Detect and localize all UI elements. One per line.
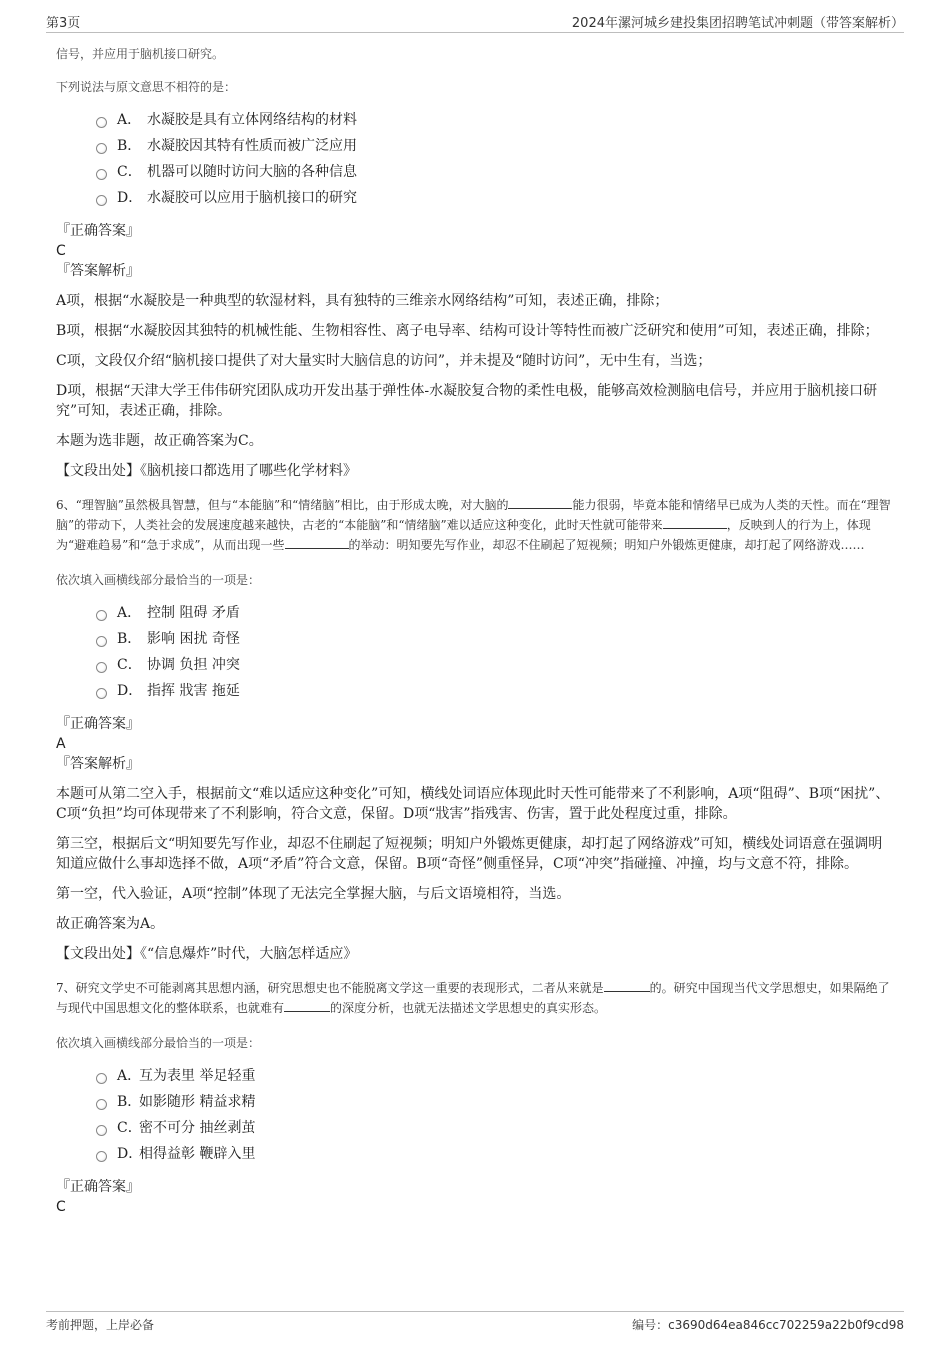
blank-line xyxy=(663,515,727,529)
blank-line xyxy=(285,535,349,549)
blank-line xyxy=(604,978,650,992)
radio-icon[interactable] xyxy=(96,1125,107,1136)
radio-icon[interactable] xyxy=(96,195,107,206)
radio-icon[interactable] xyxy=(96,636,107,647)
radio-icon[interactable] xyxy=(96,1151,107,1162)
q6-analysis-3: 第一空，代入验证，A项“控制”体现了无法完全掌握大脑，与后文语境相符，当选。 xyxy=(56,886,571,902)
q5-analysis-a: A项，根据“水凝胶是一种典型的软湿材料，具有独特的三维亲水网络结构”可知，表述正确，排除； xyxy=(56,293,669,309)
page-footer xyxy=(46,1311,904,1336)
q5-answer-label: 『正确答案』 xyxy=(56,223,140,239)
q7-option-d[interactable]: D． 相得益彰 鞭辟入里 xyxy=(96,1141,896,1167)
q6-option-c[interactable]: C． 协调 负担 冲突 xyxy=(96,652,896,678)
radio-icon[interactable] xyxy=(96,117,107,128)
q5-option-c[interactable]: C． 机器可以随时访问大脑的各种信息 xyxy=(96,159,896,185)
q6-analysis-label: 『答案解析』 xyxy=(56,756,140,772)
q7-answer: C xyxy=(56,1199,66,1215)
page-number: 第3页 xyxy=(46,16,81,31)
q7-option-a[interactable]: A． 互为表里 举足轻重 xyxy=(96,1063,896,1089)
q6-option-b[interactable]: B． 影响 困扰 奇怪 xyxy=(96,626,896,652)
q7-prompt: 依次填入画横线部分最恰当的一项是： xyxy=(56,1036,261,1050)
q5-passage-tail: 信号，并应用于脑机接口研究。 xyxy=(56,47,225,61)
document-body xyxy=(56,44,896,1217)
radio-icon[interactable] xyxy=(96,662,107,673)
document-id: 编号：c3690d64ea846cc702259a22b0f9cd98 xyxy=(632,1318,904,1332)
q5-options xyxy=(96,107,896,211)
q5-option-b[interactable]: B． 水凝胶因其特有性质而被广泛应用 xyxy=(96,133,896,159)
q6-source: 【文段出处】《“信息爆炸”时代，大脑怎样适应》 xyxy=(56,946,358,962)
q7-option-b[interactable]: B． 如影随形 精益求精 xyxy=(96,1089,896,1115)
q6-option-a[interactable]: A． 控制 阻碍 矛盾 xyxy=(96,600,896,626)
q5-analysis-conclusion: 本题为选非题，故正确答案为C。 xyxy=(56,433,263,449)
radio-icon[interactable] xyxy=(96,1073,107,1084)
document-title: 2024年漯河城乡建投集团招聘笔试冲刺题（带答案解析） xyxy=(571,16,904,31)
q5-analysis-c: C项，文段仅介绍“脑机接口提供了对大量实时大脑信息的访问”，并未提及“随时访问”，无中生有，当选； xyxy=(56,353,712,369)
blank-line xyxy=(284,998,330,1012)
q5-source: 【文段出处】《脑机接口都选用了哪些化学材料》 xyxy=(56,463,357,479)
q6-analysis-2: 第三空，根据后文“明知要先写作业，却忍不住刷起了短视频；明知户外锻炼更健康，却打起了网络游戏”可知，横线处词语意在强调明知道应做什么事却选择不做，A项“矛盾”符合文意，保留。B项“奇怪”侧重怪异，C项“冲突”指碰撞、冲撞，均与文意不符，排除。 xyxy=(56,836,883,872)
radio-icon[interactable] xyxy=(96,610,107,621)
radio-icon[interactable] xyxy=(96,1099,107,1110)
q6-analysis-1: 本题可从第二空入手，根据前文“难以适应这种变化”可知，横线处词语应体现此时天性可能带来了不利影响，A项“阻碍”、B项“困扰”、C项“负担”均可体现带来了不利影响，符合文意，保留。D项“戕害”指残害、伤害，置于此处程度过重，排除。 xyxy=(56,786,890,822)
q7-option-c[interactable]: C． 密不可分 抽丝剥茧 xyxy=(96,1115,896,1141)
q7-answer-label: 『正确答案』 xyxy=(56,1179,140,1195)
q5-option-d[interactable]: D． 水凝胶可以应用于脑机接口的研究 xyxy=(96,185,896,211)
q5-answer: C xyxy=(56,243,66,259)
q6-analysis-conclusion: 故正确答案为A。 xyxy=(56,916,165,932)
page-header xyxy=(46,12,904,33)
radio-icon[interactable] xyxy=(96,143,107,154)
q5-option-a[interactable]: A． 水凝胶是具有立体网络结构的材料 xyxy=(96,107,896,133)
q7-passage: 7、研究文学史不可能剥离其思想内涵，研究思想史也不能脱离文学这一重要的表现形式，二者从来就是 的。研究中国现当代文学思想史，如果隔绝了与现代中国思想文化的整体联系，也就难有 的深度分析，也就无法描述文学思想史的真实形态。 xyxy=(56,978,896,1018)
q5-analysis-b: B项，根据“水凝胶因其独特的机械性能、生物相容性、离子电导率、结构可设计等特性而被广泛研究和使用”可知，表述正确，排除； xyxy=(56,323,879,339)
q5-analysis-d: D项，根据“天津大学王伟伟研究团队成功开发出基于弹性体-水凝胶复合物的柔性电极，能够高效检测脑电信号，并应用于脑机接口研究”可知，表述正确，排除。 xyxy=(56,383,878,419)
q6-prompt: 依次填入画横线部分最恰当的一项是： xyxy=(56,573,261,587)
footer-slogan: 考前押题，上岸必备 xyxy=(46,1318,155,1332)
q6-answer: A xyxy=(56,736,66,752)
blank-line xyxy=(508,495,572,509)
q7-options xyxy=(96,1063,896,1167)
q6-option-d[interactable]: D． 指挥 戕害 拖延 xyxy=(96,678,896,704)
radio-icon[interactable] xyxy=(96,688,107,699)
q6-passage: 6、“理智脑”虽然极具智慧，但与“本能脑”和“情绪脑”相比，由于形成太晚，对大脑的 能力很弱，毕竟本能和情绪早已成为人类的天性。而在“理智脑”的带动下，人类社会的发展速度越来越快，古老的“本能脑”和“情绪脑”难以适应这种变化，此时天性就可能带来 ，反映到人的行为上，体现为“避难趋易”和“急于求成”，从而出现一些 的举动：明知要先写作业，却忍不住刷起了短视频；明知户外锻炼更健康，却打起了网络游戏…… xyxy=(56,495,896,555)
q6-options xyxy=(96,600,896,704)
q5-prompt: 下列说法与原文意思不相符的是： xyxy=(56,80,237,94)
q6-answer-label: 『正确答案』 xyxy=(56,716,140,732)
q5-analysis-label: 『答案解析』 xyxy=(56,263,140,279)
radio-icon[interactable] xyxy=(96,169,107,180)
